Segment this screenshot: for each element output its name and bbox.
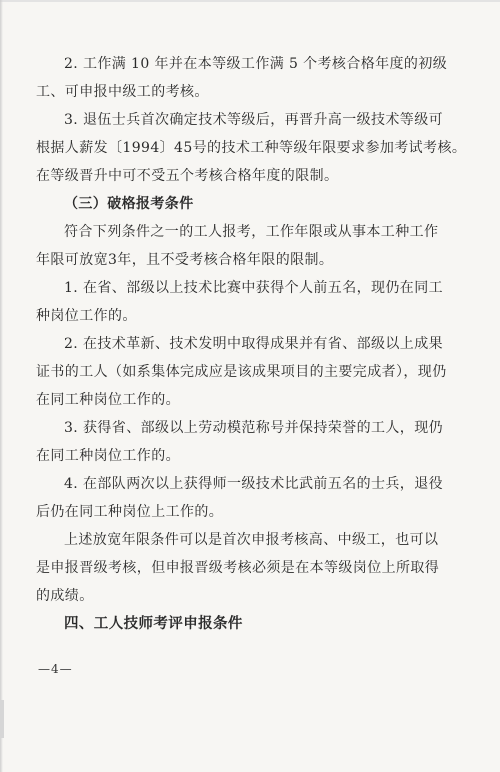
- body-line: 根据人薪发〔1994〕45号的技术工种等级年限要求参加考试考核。: [36, 140, 467, 156]
- body-line: 后仍在同工种岗位上工作的。: [36, 504, 224, 520]
- body-line: 在等级晋升中可不受五个考核合格年度的限制。: [36, 168, 339, 184]
- body-line: 符合下列条件之一的工人报考，工作年限或从事本工种工作: [64, 224, 439, 240]
- body-line: 是申报晋级考核，但申报晋级考核必须是在本等级岗位上所取得: [36, 560, 440, 576]
- body-line: 2. 在技术革新、技术发明中取得成果并有省、部级以上成果: [64, 336, 444, 352]
- scan-edge-left: [0, 0, 3, 772]
- body-line: 证书的工人（如系集体完成应是该成果项目的主要完成者），现仍: [36, 364, 447, 380]
- body-line: 工、可申报中级工的考核。: [36, 84, 209, 100]
- body-line: 4. 在部队两次以上获得师一级技术比武前五名的士兵，退役: [64, 476, 444, 492]
- body-line: 3. 退伍士兵首次确定技术等级后，再晋升高一级技术等级可: [64, 112, 444, 128]
- document-body: [36, 56, 467, 644]
- body-line: 的成绩。: [36, 588, 94, 604]
- scan-edge-top: [0, 0, 500, 2]
- body-line: 在同工种岗位工作的。: [36, 392, 180, 408]
- scan-margin-mark: [0, 700, 4, 738]
- body-line: 年限可放宽3年，且不受考核合格年限的限制。: [36, 252, 334, 268]
- body-line: 在同工种岗位工作的。: [36, 448, 180, 464]
- section-heading: 四、工人技师考评申报条件: [64, 615, 243, 632]
- subsection-heading: （三）破格报考条件: [64, 196, 194, 212]
- page-number: —4—: [38, 662, 73, 676]
- body-line: 上述放宽年限条件可以是首次申报考核高、中级工，也可以: [64, 532, 439, 548]
- body-line: 1. 在省、部级以上技术比赛中获得个人前五名，现仍在同工: [64, 280, 444, 296]
- body-line: 3. 获得省、部级以上劳动模范称号并保持荣誉的工人，现仍: [64, 420, 444, 436]
- body-line: 种岗位工作的。: [36, 308, 137, 324]
- body-line: 2. 工作满 10 年并在本等级工作满 5 个考核合格年度的初级: [64, 56, 448, 72]
